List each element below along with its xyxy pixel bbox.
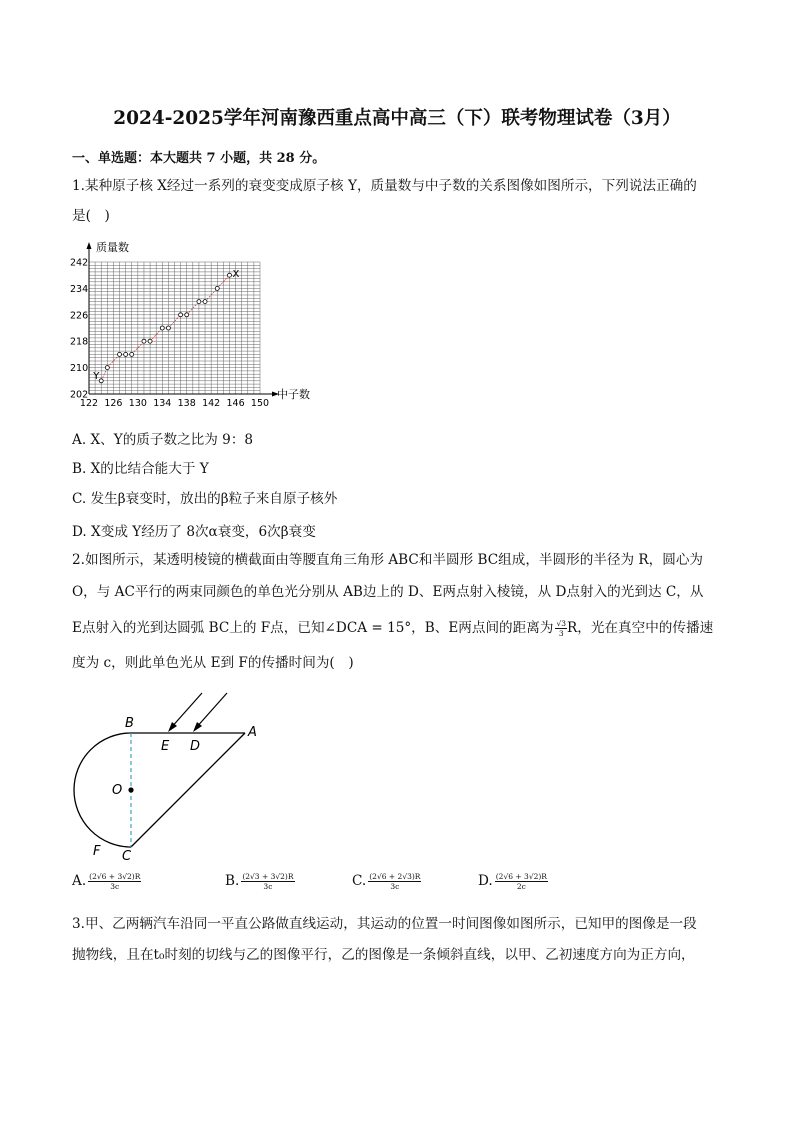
fraction-denominator: 3c: [110, 882, 120, 891]
semicircle-arc: [74, 733, 131, 847]
fraction-denominator: 3c: [263, 882, 273, 891]
data-point: [142, 339, 146, 343]
chart-grid: [89, 262, 260, 394]
y-axis-label: 质量数: [96, 241, 129, 254]
q2-line3-text-b: R，光在真空中的传播速: [567, 620, 714, 636]
q2-line3-fraction: [555, 619, 567, 638]
x-tick-label: 138: [177, 398, 196, 408]
data-point: [203, 300, 207, 304]
y-tick-labels: [70, 258, 88, 401]
data-point: [130, 352, 134, 356]
data-point: [215, 286, 219, 290]
q3-stem-line1: 3.甲、乙两辆汽车沿同一平直公路做直线运动，其运动的位置一时间图像如图所示，已知甲的图像是一段: [72, 916, 697, 932]
y-tick-label: 210: [70, 363, 89, 375]
data-point: [124, 352, 128, 356]
label-c: C: [122, 849, 132, 864]
point-y-label: Y: [93, 370, 100, 382]
option-letter: B.: [225, 873, 240, 889]
q2-stem-line4: 度为 c，则此单色光从 E到 F的传播时间为( ): [72, 655, 354, 671]
q1-option-c[interactable]: C. 发生β衰变时，放出的β粒子来自原子核外: [72, 491, 338, 507]
y-tick-label: 234: [70, 283, 89, 295]
q2-option-d[interactable]: [478, 872, 548, 891]
x-tick-label: 150: [250, 398, 270, 408]
option-letter: C.: [352, 873, 367, 889]
fraction-denominator: 3: [558, 629, 564, 638]
fraction-numerator: (2√6 + 3√2)R: [89, 872, 141, 881]
data-point: [160, 326, 164, 330]
y-axis-arrow: [87, 242, 92, 249]
q2-figure: [60, 690, 280, 870]
y-tick-label: 202: [70, 389, 89, 401]
fraction-denominator: 2c: [516, 882, 526, 891]
point-x-label: X: [232, 269, 240, 281]
label-o: O: [112, 783, 123, 798]
label-b: B: [125, 716, 134, 731]
option-fraction: [495, 872, 548, 891]
section-heading: 一、单选题：本大题共 7 小题，共 28 分。: [72, 151, 326, 166]
q2-stem-line1: 2.如图所示，某透明棱镜的横截面由等腰直角三角形 ABC和半圆形 BC组成，半圆形的半径为 R，圆心为: [72, 552, 704, 568]
fraction-numerator: (2√6 + 3√2)R: [495, 872, 547, 881]
label-f: F: [93, 844, 101, 859]
data-point: [185, 313, 189, 317]
q1-chart: [70, 238, 330, 408]
x-tick-label: 146: [226, 398, 245, 408]
option-letter: D.: [478, 873, 493, 889]
data-point: [148, 339, 152, 343]
y-tick-label: 218: [70, 336, 89, 348]
label-d: D: [190, 739, 201, 754]
q2-option-b[interactable]: [225, 872, 295, 891]
q1-option-a[interactable]: A. X、Y的质子数之比为 9：8: [72, 432, 254, 448]
fraction-numerator: √3: [556, 619, 566, 628]
q1-stem-line1: 1.某种原子核 X经过一系列的衰变变成原子核 Y，质量数与中子数的关系图像如图所示，下列说法正确的: [72, 178, 697, 194]
x-tick-labels: [80, 398, 269, 408]
x-axis-label: 中子数: [277, 388, 310, 401]
option-fraction: [88, 872, 141, 891]
q2-stem-line3: [72, 619, 713, 638]
data-point: [179, 313, 183, 317]
q3-stem-line2: 抛物线，且在t₀时刻的切线与乙的图像平行，乙的图像是一条倾斜直线，以甲、乙初速度方向为正方向，: [72, 947, 695, 963]
page-title: 2024-2025学年河南豫西重点高中高三（下）联考物理试卷（3月）: [113, 108, 681, 129]
light-ray-d: [195, 693, 227, 729]
option-fraction: [368, 872, 421, 891]
option-fraction: [241, 872, 294, 891]
q1-option-d[interactable]: D. X变成 Y经历了 8次α衰变，6次β衰变: [72, 524, 316, 540]
data-point: [197, 300, 201, 304]
fraction-numerator: (2√3 + 3√2)R: [242, 872, 294, 881]
data-point: [227, 273, 231, 277]
y-tick-label: 242: [70, 257, 89, 269]
fraction-denominator: 3c: [390, 882, 400, 891]
option-letter: A.: [72, 873, 87, 889]
q2-line3-text-a: E点射入的光到达圆弧 BC上的 F点，已知∠DCA = 15°，B、E两点间的距离为: [72, 620, 554, 636]
x-tick-label: 130: [128, 398, 147, 408]
data-point: [105, 366, 109, 370]
data-point: [99, 379, 103, 383]
fraction-numerator: (2√6 + 2√3)R: [369, 872, 421, 881]
center-point-o: [128, 787, 133, 792]
x-tick-label: 126: [104, 398, 123, 408]
q2-option-a[interactable]: [72, 872, 141, 891]
q1-option-b[interactable]: B. X的比结合能大于 Y: [72, 461, 209, 477]
edge-ac: [131, 733, 245, 847]
q1-stem-line2: 是( ): [72, 208, 110, 224]
y-tick-label: 226: [70, 310, 89, 322]
label-a: A: [248, 725, 257, 740]
q2-stem-line2: O，与 AC平行的两束同颜色的单色光分别从 AB边上的 D、E两点射入棱镜，从 D点射入的光到达 C，从: [72, 584, 704, 600]
x-tick-label: 134: [153, 398, 172, 408]
x-tick-label: 122: [79, 398, 99, 408]
label-e: E: [161, 739, 170, 754]
q2-option-c[interactable]: [352, 872, 421, 891]
data-point: [118, 352, 122, 356]
data-point: [166, 326, 170, 330]
x-tick-label: 142: [202, 398, 221, 408]
